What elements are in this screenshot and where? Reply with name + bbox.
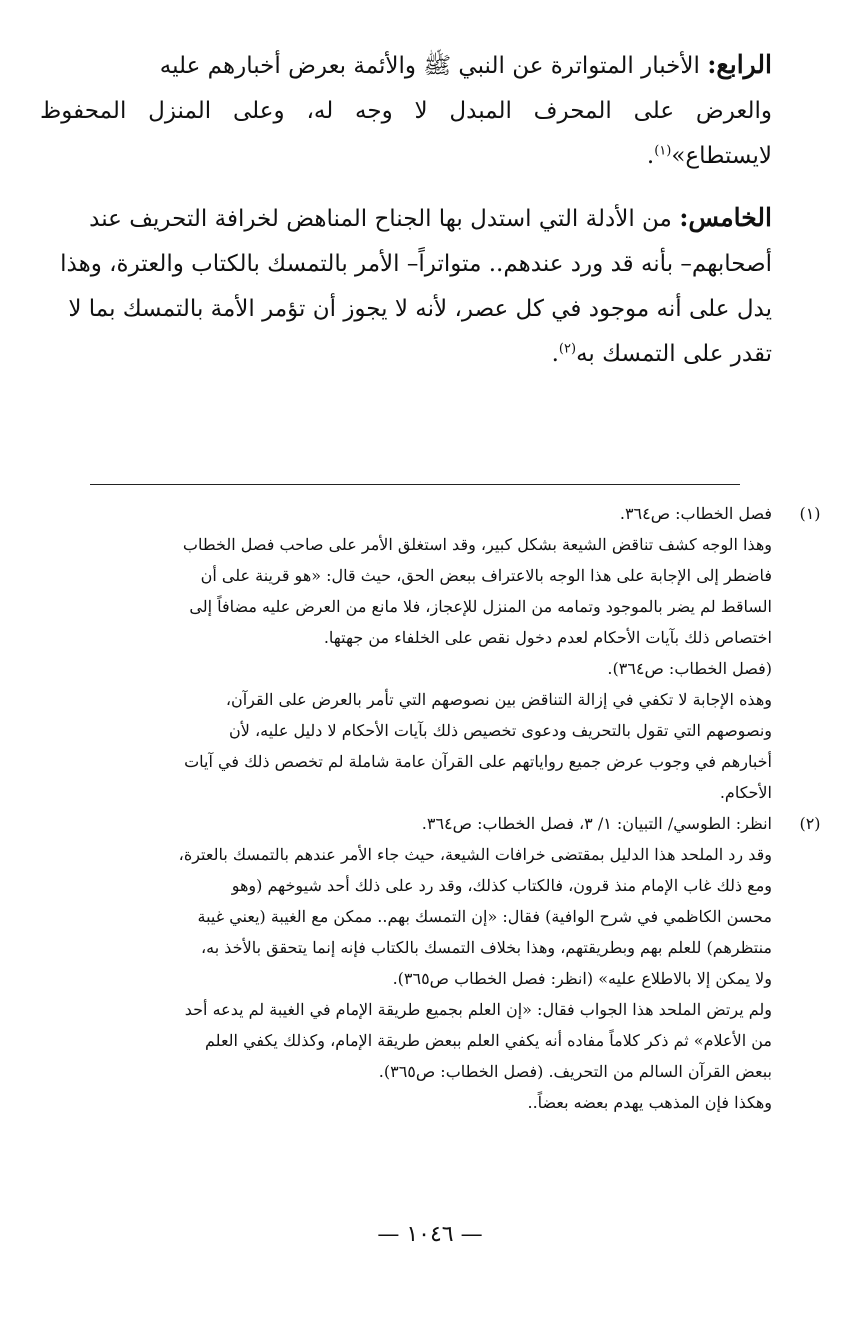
footnote-number-1: (١) [799, 504, 821, 523]
footnote-line: وهذه الإجابة لا تكفي في إزالة التناقض بين نصوصهم التي تأمر بالعرض على القرآن، [225, 690, 772, 709]
footnote-line: من الأعلام» ثم ذكر كلاماً مفاده أنه يكفي العلم ببعض طريقة الإمام، وكذلك يكفي العلم [205, 1031, 772, 1050]
footnote-line: ولم يرتض الملحد هذا الجواب فقال: «إن العلم بجميع طريقة الإمام في الغيبة لم يدعه أحد [184, 1000, 772, 1019]
paragraph-fourth: الرابع: الأخبار المتواترة عن النبي ﷺ والأئمة بعرض أخبارهم عليه والعرض على المحرف المبدل لا وجه له، وعلى المنزل المحفوظ لايستطاع»$^{(١)}$. [40, 50, 772, 169]
footnote-line: ومع ذلك غاب الإمام منذ قرون، فالكتاب كذلك، وقد رد على ذلك أحد شيوخهم (وهو [231, 876, 772, 895]
footnote-line: ببعض القرآن السالم من التحريف. (فصل الخطاب: ص٣٦٥). [378, 1062, 772, 1081]
footnote-line: الساقط لم يضر بالموجود وتمامه من المنزل للإعجاز، فلا مانع من العرض عليه مضافاً إلى [189, 597, 772, 616]
footnote-separator [90, 484, 740, 485]
footnotes [40, 498, 821, 1118]
main-text [40, 42, 772, 393]
footnote-line: وهكذا فإن المذهب يهدم بعضه بعضاً.. [527, 1093, 772, 1112]
footnote-ref-2[interactable]: (٢) [558, 341, 577, 357]
footnote-number-2: (٢) [799, 814, 821, 833]
footnote-line: انظر: الطوسي/ التبيان: ١/ ٣، فصل الخطاب: ص٣٦٤. [421, 814, 772, 833]
footnote-ref-1[interactable]: (١) [654, 143, 672, 159]
footnote-line: أخبارهم في وجوب عرض جميع رواياتهم على القرآن عامة شاملة لم تخصص ذلك في آيات [184, 752, 772, 771]
paragraph-fifth: الخامس: من الأدلة التي استدل بها الجناح المناهض لخرافة التحريف عند أصحابهم– بأنه قد ورد عندهم.. متواتراً– الأمر بالتمسك بالكتاب والعترة، وهذا يدل على أنه موجود في كل عصر، لأنه لا يجوز أن تؤمر الأمة بالتمسك بما لا تقدر على التمسك به$^{(٢)}$. [60, 203, 772, 367]
footnote-line: ولا يمكن إلا بالاطلاع عليه» (انظر: فصل الخطاب ص٣٦٥). [392, 969, 772, 988]
footnote-line: وقد رد الملحد هذا الدليل بمقتضى خرافات الشيعة، حيث جاء الأمر عندهم بالتمسك بالعترة، [178, 845, 772, 864]
footnote-line: وهذا الوجه كشف تناقض الشيعة بشكل كبير، وقد استغلق الأمر على صاحب فصل الخطاب [182, 535, 772, 554]
footnote-line: اختصاص ذلك بآيات الأحكام لعدم دخول نقص على الخلفاء من جهتها. [323, 628, 772, 647]
footnote-line: الأحكام. [719, 783, 772, 802]
footnote-line: ونصوصهم التي تقول بالتحريف ودعوى تخصيص ذلك بآيات الأحكام لا دليل عليه، لأن [229, 721, 772, 740]
paragraph-lead-fifth: الخامس: [679, 203, 772, 232]
page-number: — ١٠٤٦ — [377, 1222, 483, 1247]
footnote-1 [40, 498, 821, 808]
paragraph-lead-fourth: الرابع: [707, 50, 772, 79]
footnote-2 [40, 808, 821, 1118]
footnote-line: منتظرهم) للعلم بهم وبطريقتهم، وهذا بخلاف التمسك بالكتاب فإنه إنما يتحقق بالأخذ به، [201, 938, 772, 957]
footnote-line: فصل الخطاب: ص٣٦٤. [619, 504, 772, 523]
footnote-line: محسن الكاظمي في شرح الوافية) فقال: «إن التمسك بهم.. ممكن مع الغيبة (يعني غيبة [197, 907, 772, 926]
footnote-line: فاضطر إلى الإجابة على هذا الوجه بالاعتراف ببعض الحق، حيث قال: «هو قرينة على أن [200, 566, 772, 585]
footnote-line: (فصل الخطاب: ص٣٦٤). [607, 659, 772, 678]
